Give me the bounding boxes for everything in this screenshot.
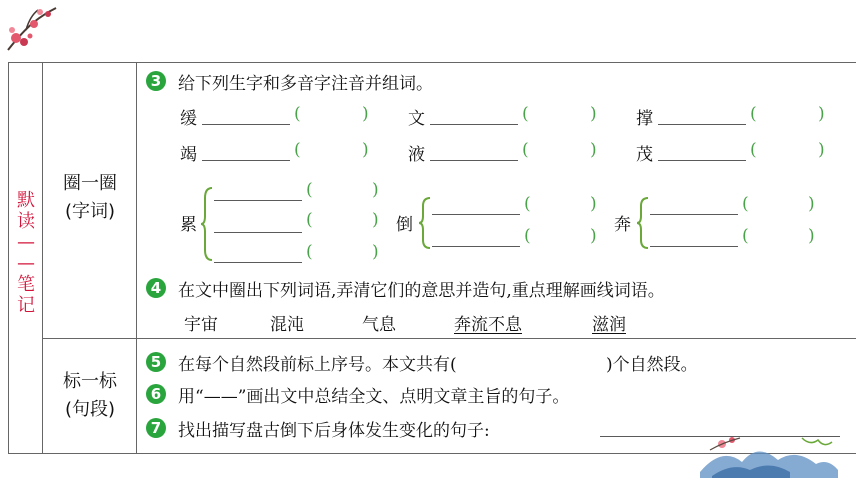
brace-icon bbox=[418, 196, 432, 250]
sidebar-char: 读 bbox=[17, 211, 35, 232]
character: 奔 bbox=[614, 215, 631, 235]
paren-open: ( bbox=[742, 194, 749, 214]
question-number-badge: 7 bbox=[146, 418, 166, 438]
paren-close: ) bbox=[372, 210, 379, 230]
sidebar-char: 默 bbox=[17, 190, 35, 211]
paren-open: ( bbox=[294, 104, 301, 124]
sidebar-char: — bbox=[17, 232, 35, 253]
question-number-badge: 6 bbox=[146, 384, 166, 404]
character: 倒 bbox=[396, 215, 413, 235]
paren-open: ( bbox=[306, 210, 313, 230]
paren-open: ( bbox=[524, 226, 531, 246]
character: 撑 bbox=[636, 109, 653, 129]
character: 累 bbox=[180, 215, 197, 235]
paren-open: ( bbox=[306, 180, 313, 200]
pinyin-blank[interactable] bbox=[214, 232, 302, 233]
pinyin-blank[interactable] bbox=[650, 246, 738, 247]
paren-close: ) bbox=[590, 140, 597, 160]
section-label-line: 标一标 bbox=[63, 371, 117, 392]
sidebar-char: 记 bbox=[17, 295, 35, 316]
sidebar-char: — bbox=[17, 253, 35, 274]
vocab-word: 气息 bbox=[362, 315, 396, 335]
pinyin-blank[interactable] bbox=[432, 246, 520, 247]
question-text: 在文中圈出下列词语,弄清它们的意思并造句,重点理解画线词语。 bbox=[178, 281, 665, 301]
section-label-circle bbox=[44, 170, 136, 226]
pinyin-blank[interactable] bbox=[214, 200, 302, 201]
sidebar-label bbox=[12, 190, 40, 316]
question-number-badge: 5 bbox=[146, 352, 166, 372]
pinyin-blank[interactable] bbox=[214, 262, 302, 263]
question-text: 给下列生字和多音字注音并组词。 bbox=[178, 74, 433, 94]
section-label-mark bbox=[44, 368, 136, 424]
section-label-line: (句段) bbox=[64, 399, 116, 420]
question-text: 在每个自然段前标上序号。本文共有( bbox=[178, 355, 457, 375]
pinyin-blank[interactable] bbox=[658, 160, 746, 161]
brace-icon bbox=[200, 186, 214, 262]
paren-open: ( bbox=[524, 194, 531, 214]
paren-close: ) bbox=[362, 140, 369, 160]
paren-open: ( bbox=[522, 140, 529, 160]
paren-open: ( bbox=[522, 104, 529, 124]
character: 竭 bbox=[180, 145, 197, 165]
paren-close: ) bbox=[362, 104, 369, 124]
vocab-word: 宇宙 bbox=[184, 315, 218, 335]
paren-close: ) bbox=[590, 104, 597, 124]
question-text: 找出描写盘古倒下后身体发生变化的句子: bbox=[178, 421, 490, 441]
paren-open: ( bbox=[742, 226, 749, 246]
brace-icon bbox=[636, 196, 650, 250]
paren-close: ) bbox=[590, 226, 597, 246]
character: 茂 bbox=[636, 145, 653, 165]
pinyin-blank[interactable] bbox=[658, 124, 746, 125]
paren-close: ) bbox=[372, 242, 379, 262]
pinyin-blank[interactable] bbox=[202, 124, 290, 125]
character: 液 bbox=[408, 145, 425, 165]
paren-open: ( bbox=[306, 242, 313, 262]
pinyin-blank[interactable] bbox=[202, 160, 290, 161]
pinyin-blank[interactable] bbox=[650, 214, 738, 215]
plum-blossom-decoration bbox=[4, 2, 64, 54]
paren-open: ( bbox=[750, 104, 757, 124]
paren-close: ) bbox=[590, 194, 597, 214]
paren-open: ( bbox=[750, 140, 757, 160]
pinyin-blank[interactable] bbox=[430, 124, 518, 125]
question-text: 用“——”画出文中总结全文、点明文章主旨的句子。 bbox=[178, 387, 570, 407]
section-label-line: (字词) bbox=[64, 201, 116, 222]
paren-close: ) bbox=[808, 194, 815, 214]
character: 文 bbox=[408, 109, 425, 129]
paren-close: ) bbox=[372, 180, 379, 200]
paren-close: ) bbox=[818, 140, 825, 160]
landscape-decoration bbox=[692, 432, 842, 478]
paren-close: ) bbox=[808, 226, 815, 246]
pinyin-blank[interactable] bbox=[432, 214, 520, 215]
question-number-badge: 3 bbox=[146, 71, 166, 91]
vocab-word-underlined: 滋润 bbox=[592, 315, 626, 335]
section-label-line: 圈一圈 bbox=[63, 173, 117, 194]
paren-open: ( bbox=[294, 140, 301, 160]
vocab-word: 混沌 bbox=[270, 315, 304, 335]
pinyin-blank[interactable] bbox=[430, 160, 518, 161]
vocab-word-underlined: 奔流不息 bbox=[454, 315, 522, 335]
paren-close: ) bbox=[818, 104, 825, 124]
question-number-badge: 4 bbox=[146, 278, 166, 298]
character: 缓 bbox=[180, 109, 197, 129]
sidebar-char: 笔 bbox=[17, 274, 35, 295]
question-text: )个自然段。 bbox=[606, 355, 698, 375]
